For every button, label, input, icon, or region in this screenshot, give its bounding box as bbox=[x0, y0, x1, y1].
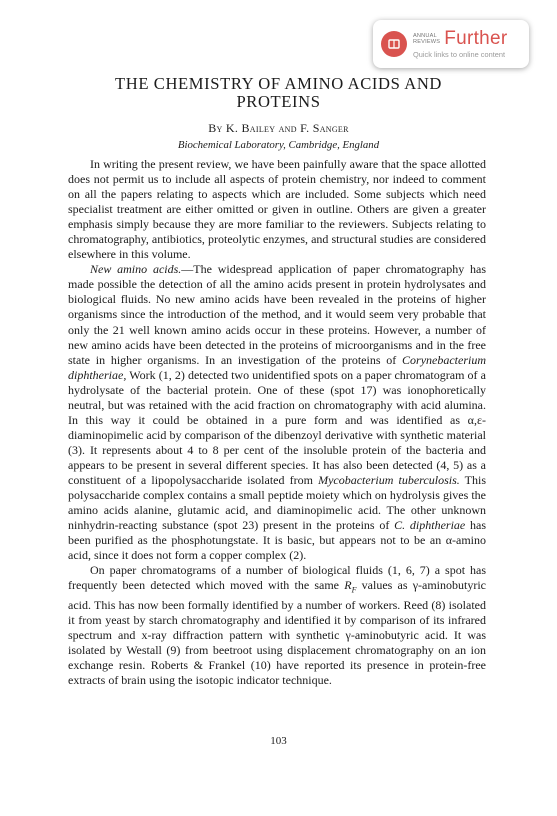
badge-brand: Further bbox=[444, 28, 508, 50]
article-title-line2: PROTEINS bbox=[236, 92, 321, 111]
paragraph-2-text-1: —The widespread application of paper chromatography has made possible the detection of all the amino acids present in protein hydrolysates and biological fluids. No new amino acids have been revealed in the proteins of higher organisms since the introduction of the method, and it would seem very probable that only the 21 well known amino acids occur in these proteins. However, a number of new amino acids have been detected in the proteins of microorganisms and in the free state in higher organisms. In an investigation of the proteins of bbox=[68, 262, 486, 367]
article-affiliation: Biochemical Laboratory, Cambridge, England bbox=[177, 139, 380, 151]
paragraph-1: In writing the present review, we have been painfully aware that the space allotted does not permit us to include all aspects of protein chemistry, nor indeed to comment on all the papers relating to aspects which are included. Some subjects which need specialist treatment are either omitted or given in outline. Others are given a greater emphasis simply because they are more familiar to the reviewers. Subjects relating to chromatography, antibiotics, proteolytic enzymes, and structural studies are considered elsewhere in this volume. bbox=[68, 157, 486, 262]
badge-publisher-line2: REVIEWS bbox=[413, 38, 441, 45]
further-links-badge[interactable] bbox=[373, 20, 529, 68]
section-heading-new-amino-acids: New amino acids. bbox=[90, 262, 182, 277]
article-body bbox=[68, 157, 486, 688]
badge-publisher-line1: ANNUAL bbox=[413, 32, 437, 39]
paragraph-3-text-1: On paper chromatograms of a number of biological fluids (1, 6, 7) a spot has frequently been detected which moved with the same bbox=[68, 563, 486, 593]
paragraph-2-text-2: Work (1, 2) detected two unidentified spots on a paper chromatogram of a hydrolysate of the bacterial protein. One of these (spot 17) was ionophoretically neutral, but was retained with the acid fraction on chromatography with acid alumina. In this way it could be obtained in a pure form and was identified as α,ε-diaminopimelic acid by comparison of the dibenzoyl derivative with synthetic material (3). It represents about 4 to 8 per cent of the insoluble protein of the bacteria and appears to be present in several different species. It has also been detected (4, 5) as a constituent of a lipopolysaccharide isolated from bbox=[68, 367, 486, 487]
article-byline: By K. Bailey and F. Sanger bbox=[208, 121, 349, 135]
paragraph-2-text-3: This polysaccharide complex contains a small peptide moiety which on hydrolysis gives the amino acids alanine, glutamic acid, and diaminopimelic acid. The other unknown ninhydrin-reacting substance (spot 23) present in the proteins of bbox=[68, 472, 487, 533]
rf-subscript: F bbox=[351, 585, 357, 595]
paragraph-3 bbox=[68, 563, 486, 688]
species-name: Mycobacterium tuberculosis. bbox=[318, 472, 460, 487]
page-number: 103 bbox=[270, 735, 287, 747]
paragraph-3-text-2: values as γ-aminobutyric acid. This has now been formally identified by a number of workers. Reed (8) isolated it from yeast by starch chromatography and identified it by comparison of its infrared spectrum and x-ray diffraction pattern with synthetic γ-aminobutyric acid. It was isolated by Westall (9) from beetroot using displacement chromatography on an ion exchange resin. Roberts & Frankel (10) have reported its presence in protein-free extracts of brain using the isotopic indicator technique. bbox=[68, 578, 487, 687]
annual-reviews-logo-icon bbox=[381, 31, 407, 57]
paragraph-2-text-4: has been purified as the phosphotungstate. It is basic, but appears not to be an α-amino acid, since it does not form a copper complex (2). bbox=[68, 518, 486, 563]
species-name: C. diphtheriae bbox=[394, 518, 466, 533]
rf-symbol: R bbox=[344, 578, 352, 593]
paragraph-2 bbox=[68, 262, 486, 563]
species-name: Corynebacterium diphtheriae, bbox=[68, 352, 486, 382]
badge-tagline: Quick links to online content bbox=[413, 50, 506, 60]
article-title-line1: THE CHEMISTRY OF AMINO ACIDS AND bbox=[115, 74, 442, 93]
article-title bbox=[40, 75, 517, 111]
